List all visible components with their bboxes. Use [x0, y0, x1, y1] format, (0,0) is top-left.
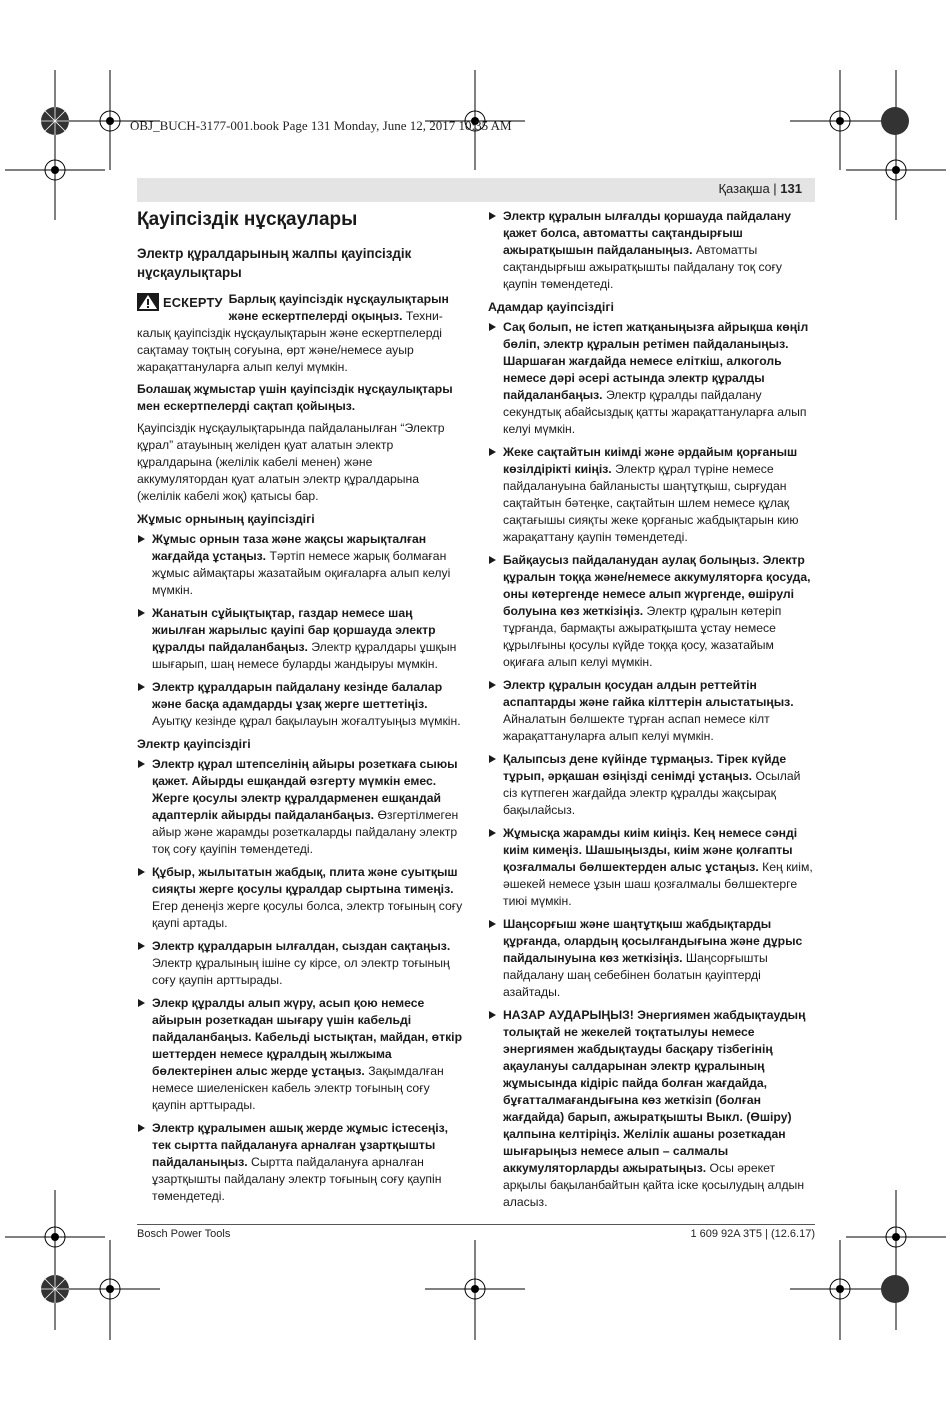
- page-title: Қауіпсіздік нұсқаулары: [137, 209, 358, 230]
- list-item: [488, 916, 816, 1001]
- section-heading: Адамдар қауіпсіздігі: [488, 300, 614, 314]
- list-item: [488, 208, 816, 293]
- page-number: 131: [780, 181, 802, 196]
- item-bold: Қалыпсыз дене күйінде тұрмаңыз. Тірек күйде тұрып, әрқашан өзіңізді сенімді ұстаңыз.: [503, 752, 787, 783]
- list-item: [488, 319, 816, 438]
- item-text: Тәртіп немесе жарық болмаған жұмыс аймақтары жазатайым оқиғаларға алып келуі мүмкін.: [152, 549, 451, 597]
- list-item: [488, 552, 816, 671]
- item-bold: Құбыр, жылытатын жабдық, плита және суытқыш сияқты жерге қосулы құралдар сыртына тимеңіз.: [152, 865, 458, 896]
- list-item: [488, 751, 816, 819]
- item-bold: Электр құралын қосудан алдын реттейтін аспаптарды және гайка кілттерін алыстатыңыз.: [503, 678, 794, 709]
- item-text: Осылай сіз күтпеген жағдайда электр құралды жақсырақ бақылайсыз.: [503, 769, 801, 817]
- footer-docnumber: 1 609 92A 3T5 | (12.6.17): [690, 1228, 815, 1240]
- warning-text: Техникалық қауіпсіздік нұсқаулықтарын және ескертпелерді сақтамау тоқтың соғуына, өрт және/немесе ауыр жарақаттануларға алып келуі мүмкін.: [137, 309, 443, 374]
- item-bold: Жұмыс орнын таза және жақсы жарықталған жағдайда ұстаңыз.: [152, 532, 427, 563]
- item-text: Электр құралды пайдалану секундтық абайсыздық қатты жарақаттануларға алып келуі мүмкін.: [503, 388, 807, 436]
- intro-paragraph: Қауіпсіздік нұсқаулықтарында пайдаланылған “Электр құрал” атауының желіден қуат алатын электр құралдарына (желілік кабелі менен) және аккумулятордан қуат алатын электр құралдарына (желілік кабелі жоқ) қатысы бар.: [137, 421, 445, 503]
- list-item: [488, 444, 816, 546]
- bullet-arrow-icon: [489, 829, 496, 837]
- bullet-arrow-icon: [489, 448, 496, 456]
- item-bold: Сақ болып, не істеп жатқаныңызға айрықша көңіл бөліп, электр құралын ретімен пайдаланыңыз. Шаршаған жағдайда немесе еліткіш, алкоголь немесе дәрі әсері астында электр құралды пайдаланбаңыз.: [503, 320, 809, 402]
- list-item: [137, 679, 464, 730]
- left-column: [137, 208, 464, 1211]
- bullet-arrow-icon: [138, 535, 145, 543]
- section-heading: Жұмыс орнының қауіпсіздігі: [137, 512, 315, 526]
- item-text: Егер денеңіз жерге қосулы болса, электр тоғының соғу қаупі артады.: [152, 899, 463, 930]
- bullet-arrow-icon: [138, 609, 145, 617]
- bullet-arrow-icon: [138, 868, 145, 876]
- bullet-arrow-icon: [489, 755, 496, 763]
- bullet-arrow-icon: [138, 942, 145, 950]
- bullet-arrow-icon: [489, 920, 496, 928]
- item-text: Сыртта пайдалануға арналған ұзартқышты пайдалану электр тоғының соғу қаупін төмендетеді.: [152, 1155, 442, 1203]
- item-bold: Элекр құралды алып жүру, асып қою немесе айырын розеткадан шығару үшін кабельді пайдаланбаңыз. Кабельді ыстықтан, майдан, өткір шеттерден немесе құралдың жылжыма бөлектерінен алыс жерде ұстаңыз.: [152, 996, 463, 1078]
- item-text: Электр құралын көтеріп тұрғанда, бармақты ажыратқышта ұстау немесе құрылғыны қосулы күйде тоққа қосу, жазатайым оқиғаға алып келуі мүмкін.: [503, 604, 782, 669]
- bullet-arrow-icon: [489, 1011, 496, 1019]
- list-item: [137, 1120, 464, 1205]
- list-item: [488, 677, 816, 745]
- item-bold: Электр құралымен ашық жерде жұмыс істесеңіз, тек сыртта пайдалануға арналған ұзартқышты пайдаланыңыз.: [152, 1121, 449, 1169]
- bullet-arrow-icon: [138, 999, 145, 1007]
- list-item: [137, 864, 464, 932]
- bullet-list: [488, 319, 816, 1211]
- page-header: Қазақша | 131: [718, 181, 802, 196]
- header-band: [137, 178, 815, 202]
- item-text: Айналатын бөлшекте тұрған аспап немесе кілт жарақаттануларға алып келуі мүмкін.: [503, 712, 770, 743]
- list-item: [137, 756, 464, 858]
- bullet-arrow-icon: [138, 683, 145, 691]
- item-bold: Жанатын сұйықтықтар, газдар немесе шаң жиылған жарылыс қауіпі бар қоршауда электр құралды пайдаланбаңыз.: [152, 606, 436, 654]
- item-text: Осы әрекет арқылы бақыланбайтын қайта іске қосылудың алдын аласыз.: [503, 1161, 805, 1209]
- bullet-arrow-icon: [138, 760, 145, 768]
- keep-note: Болашақ жұмыстар үшін қауіпсіздік нұсқаулықтары мен ескертпелерді сақтап қойыңыз.: [137, 382, 453, 413]
- item-bold: Электр құралдарын пайдалану кезінде балалар және басқа адамдарды ұзақ жерге шеттетіңіз.: [152, 680, 443, 711]
- left-sections: [137, 511, 464, 1205]
- right-column: [488, 208, 816, 1217]
- item-bold: Байқаусыз пайдаланудан аулақ болыңыз. Электр құралын тоққа және/немесе аккумуляторға қосуда, оны көтергенде немесе алып жүргенде, өшірулі болуына көз жеткізіңіз.: [503, 553, 811, 618]
- item-text: Автоматты сақтандырғыш ажыратқышты пайдалану тоқ соғу қаупін төмендетеді.: [503, 243, 782, 291]
- bullet-list: [137, 531, 464, 730]
- list-item: [488, 825, 816, 910]
- bullet-arrow-icon: [489, 681, 496, 689]
- item-text: Шаңсорғышты пайдалану шаң себебінен болатын қауіптерді азайтады.: [503, 951, 768, 999]
- item-text: Электр құрал түріне немесе пайдалануына байланысты шаңтұтқыш, сырғудан сақтайтын бәтеңке, сақтайтын шлем немесе құлақ сақтағышы сияқты жеке қорғаныс жабдықтарын кию жарақаттану қаупін төмендетеді.: [503, 462, 799, 544]
- item-text: Зақымдалған немесе шиеленіскен кабель электр тоғының соғу қаупін арттырады.: [152, 1064, 444, 1112]
- list-item: [137, 995, 464, 1114]
- list-item: [488, 1007, 816, 1211]
- item-bold: Шаңсорғыш және шаңтұтқыш жабдықтарды құрғанда, олардың қосылғандығына және дұрыс пайдалынуына көз жеткізіңіз.: [503, 917, 803, 965]
- bullet-arrow-icon: [489, 323, 496, 331]
- right-sections: [488, 299, 816, 1211]
- bullet-arrow-icon: [489, 556, 496, 564]
- section-subtitle: Электр құралдарының жалпы қауіпсіздік нұсқаулықтары: [137, 246, 412, 280]
- warning-icon: [137, 293, 159, 311]
- warning-label: ЕСКЕРТУ: [163, 294, 223, 310]
- warning-badge: [137, 293, 223, 311]
- item-text: Өзгертілмеген айыр және жарамды розеткаларды пайдалану электр тоқ соғу қауіпін төмендетеді.: [152, 808, 459, 856]
- warning-paragraph: [137, 291, 464, 376]
- section-heading: Электр қауіпсіздігі: [137, 737, 251, 751]
- item-bold: Электр құрал штепселінің айыры розеткаға сыюы қажет. Айырды ешқандай өзгерту мүмкін емес. Жерге қосулы электр құралдарменен ешқандай адаптерлік айырды пайдаланбаңыз.: [152, 757, 458, 822]
- header-language: Қазақша: [718, 181, 770, 196]
- bullet-arrow-icon: [138, 1124, 145, 1132]
- item-text: Электр құралының ішіне су кірсе, ол электр тоғының соғу қаупін арттырады.: [152, 956, 450, 987]
- list-item: [137, 531, 464, 599]
- list-item: [137, 938, 464, 989]
- footer-rule: [137, 1224, 815, 1225]
- item-bold: Электр құралын ылғалды қоршауда пайдалану қажет болса, автоматты сақтандырғыш ажыратқышын пайдаланыңыз.: [503, 209, 792, 257]
- list-item: [137, 605, 464, 673]
- warning-bold: Барлық қауіпсіздік нұсқаулықтарын және ескертпелерді оқыңыз.: [228, 292, 449, 323]
- footer-publisher: Bosch Power Tools: [137, 1228, 231, 1240]
- print-slug: OBJ_BUCH-3177-001.book Page 131 Monday, June 12, 2017 10:35 AM: [130, 118, 512, 133]
- item-text: Ауытқу кезінде құрал бақылауын жоғалтуыңыз мүмкін.: [152, 714, 461, 728]
- right-first-list: [488, 208, 816, 293]
- bullet-list: [137, 756, 464, 1205]
- item-bold: Жұмысқа жарамды киім киіңіз. Кең немесе сәнді киім кимеңіз. Шашыңызды, киім және қолғапты қозғалмалы бөлшектерден алыс ұстаңыз.: [503, 826, 798, 874]
- item-text: Электр құралдары ұшқын шығарып, шаң немесе буларды жандыруы мүмкін.: [152, 640, 457, 671]
- item-bold: НАЗАР АУДАРЫҢЫЗ! Энергиямен жабдықтаудың толықтай не жекелей тоқтатылуы немесе энергиямен жабдықтауды басқару тізбегінің ақаулануы салдарынан электр құралының жұмысында кідіріс пайда болған жағдайда, бұғатталмағандығына көз жеткізіп (болған жағдайда) барып, ажыратқышты Выкл. (Өшіру) қалпына келтіріңіз. Желілік ашаны розеткадан шығарыңыз немесе алып – салмалы аккумуляторларды ажыратыңыз.: [503, 1008, 806, 1175]
- item-bold: Жеке сақтайтын киімді және әрдайым қорғаныш көзілдірікті киіңіз.: [503, 445, 798, 476]
- item-text: Кең киім, әшекей немесе ұзын шаш қозғалмалы бөлшектерге тиюі мүмкін.: [503, 860, 813, 908]
- item-bold: Электр құралдарын ылғалдан, сыздан сақтаңыз.: [152, 939, 451, 953]
- bullet-arrow-icon: [489, 212, 496, 220]
